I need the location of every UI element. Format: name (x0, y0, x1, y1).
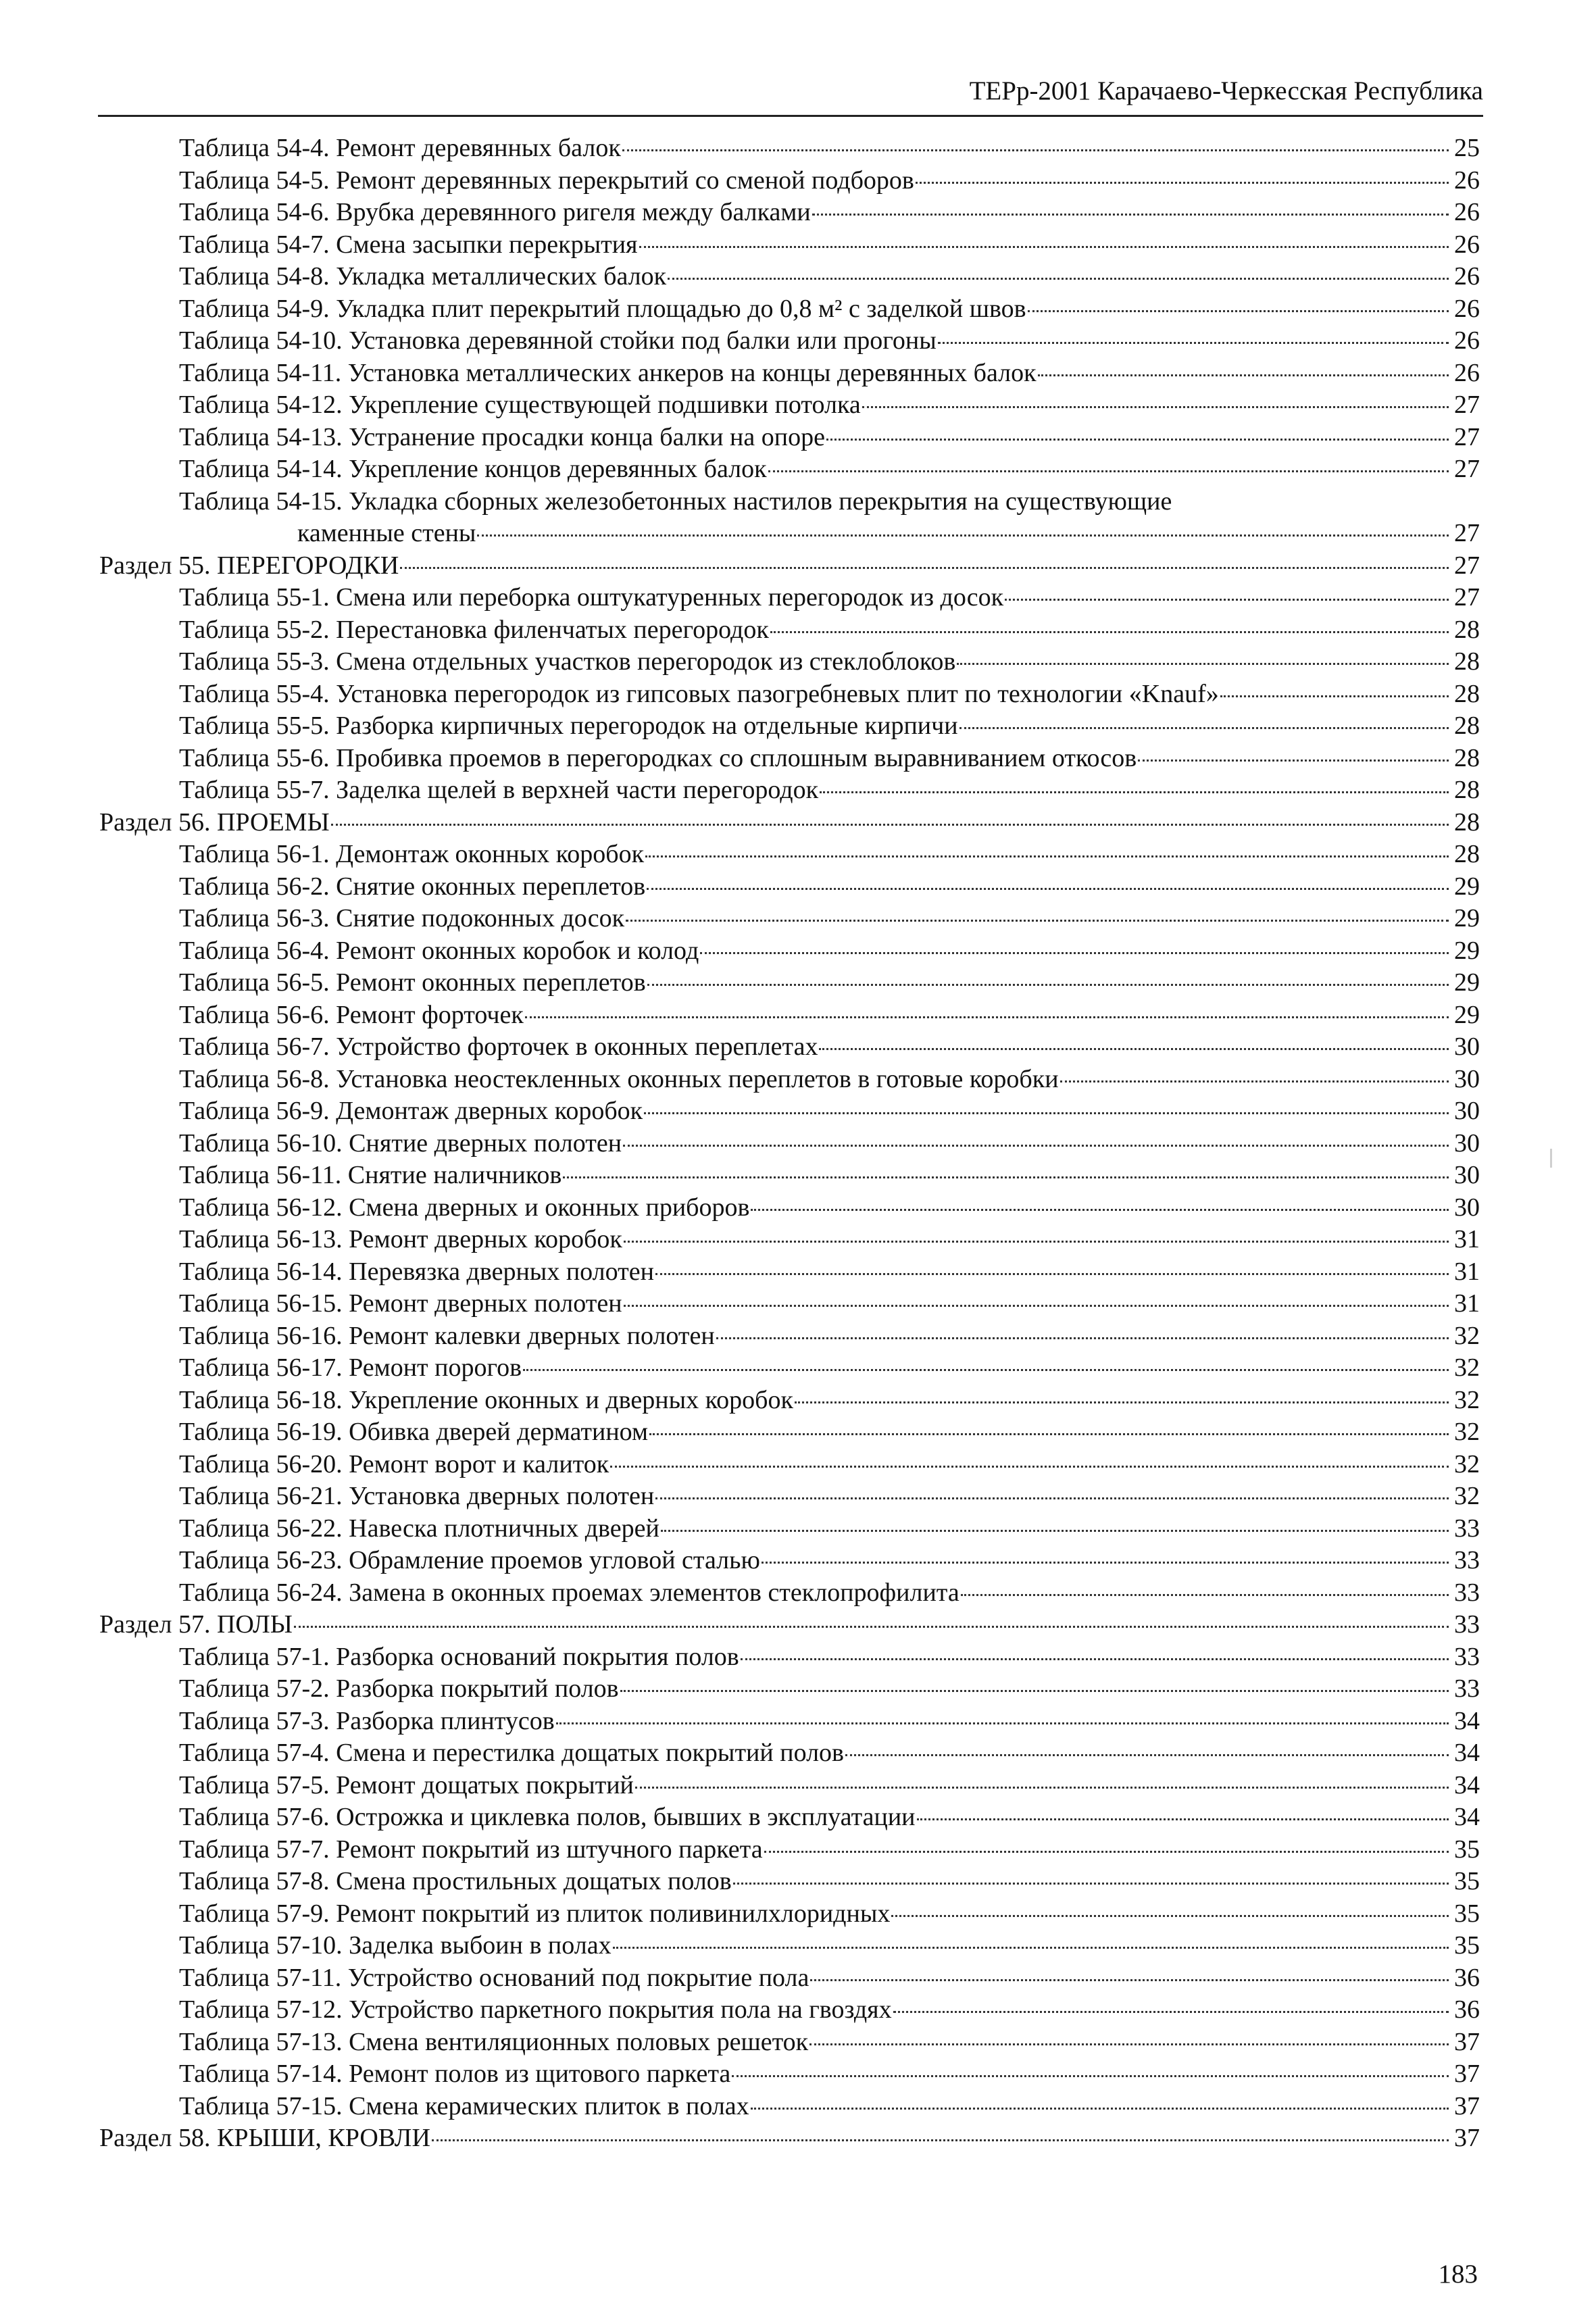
toc-table-entry (179, 453, 1480, 486)
toc-page-number: 29 (1454, 1000, 1480, 1029)
toc-entry-title: Таблица 57-5. Ремонт дощатых покрытий (179, 1770, 634, 1799)
toc-page-number: 30 (1454, 1128, 1480, 1158)
toc-table-entry (179, 935, 1480, 968)
toc-table-entry (179, 582, 1480, 614)
toc-entry-title: Таблица 57-6. Острожка и циклевка полов, бывших в эксплуатации (179, 1803, 916, 1831)
toc-entry-title: Раздел 55. ПЕРЕГОРОДКИ (99, 551, 399, 580)
toc-entry-title: Таблица 54-11. Установка металлических анкеров на концы деревянных балок (179, 358, 1037, 387)
toc-entry-title: Таблица 57-4. Смена и перестилка дощатых покрытий полов (179, 1739, 844, 1767)
toc-page-number: 28 (1454, 712, 1480, 740)
toc-page-number: 33 (1454, 1610, 1480, 1639)
toc-table-entry (179, 1898, 1480, 1931)
toc-table-entry (179, 1866, 1480, 1898)
toc-table-entry (179, 1994, 1480, 2026)
dot-leader (751, 2108, 1449, 2110)
dot-leader (893, 2011, 1449, 2013)
toc-page-number: 26 (1454, 294, 1480, 323)
dot-leader (624, 1305, 1449, 1307)
dot-leader (957, 663, 1449, 665)
toc-page-number: 27 (1454, 455, 1480, 483)
toc-table-entry (179, 710, 1480, 743)
toc-table-entry (179, 132, 1480, 165)
toc-page-number: 30 (1454, 1193, 1480, 1222)
toc-table-entry (179, 486, 1480, 550)
toc-entry-title: Таблица 56-17. Ремонт порогов (179, 1353, 522, 1382)
toc-table-entry (179, 1545, 1480, 1577)
toc-entry-title: Таблица 54-12. Укрепление существующей подшивки потолка (179, 391, 861, 419)
toc-page-number: 27 (1454, 583, 1480, 612)
toc-page-number: 26 (1454, 358, 1480, 387)
toc-table-entry (179, 422, 1480, 454)
toc-entry-title: Таблица 56-2. Снятие оконных переплетов (179, 872, 646, 901)
toc-entry-title: Таблица 56-3. Снятие подоконных досок (179, 904, 625, 932)
dot-leader (624, 1241, 1449, 1243)
dot-leader (770, 631, 1449, 633)
dot-leader (668, 278, 1449, 280)
toc-table-entry (179, 1930, 1480, 1962)
dot-leader (741, 1658, 1449, 1660)
toc-entry-title: Таблица 56-4. Ремонт оконных коробок и колод (179, 936, 699, 965)
toc-entry-title: Таблица 54-13. Устранение просадки конца балки на опоре (179, 422, 825, 451)
toc-page-number: 26 (1454, 198, 1480, 226)
toc-entry-title: Таблица 55-3. Смена отдельных участков перегородок из стеклоблоков (179, 647, 956, 676)
toc-entry-title: Таблица 54-5. Ремонт деревянных перекрытий со сменой подборов (179, 166, 914, 195)
toc-entry-title: Таблица 56-10. Снятие дверных полотен (179, 1128, 622, 1158)
toc-page-number: 33 (1454, 1642, 1480, 1671)
dot-leader (917, 1818, 1449, 1820)
dot-leader (644, 1112, 1449, 1114)
toc-page-number: 35 (1454, 1899, 1480, 1928)
toc-entry-title: Таблица 56-12. Смена дверных и оконных приборов (179, 1193, 750, 1222)
dot-leader (626, 920, 1449, 922)
dot-leader (812, 214, 1449, 216)
dot-leader (751, 1209, 1449, 1211)
toc-table-entry (179, 325, 1480, 357)
dot-leader (733, 1883, 1449, 1885)
toc-entry-title: Таблица 56-9. Демонтаж дверных коробок (179, 1097, 643, 1125)
toc-table-entry (179, 1192, 1480, 1224)
toc-table-entry (179, 1706, 1480, 1738)
toc-table-entry (179, 1673, 1480, 1706)
dot-leader (661, 1530, 1449, 1532)
toc-page-number: 32 (1454, 1385, 1480, 1414)
toc-table-entry (179, 1641, 1480, 1674)
toc-table-entry (179, 261, 1480, 293)
toc-entry-title: Таблица 56-19. Обивка дверей дерматином (179, 1418, 649, 1446)
toc-table-entry (179, 1416, 1480, 1449)
dot-leader (655, 1497, 1449, 1499)
toc-entry-title: Таблица 56-14. Перевязка дверных полотен (179, 1257, 654, 1286)
toc-table-entry (179, 1962, 1480, 1995)
toc-page-number: 29 (1454, 936, 1480, 965)
toc-entry-title: Таблица 54-10. Установка деревянной стойки под балки или прогоны (179, 326, 937, 355)
dot-leader (762, 1562, 1449, 1564)
toc-entry-title: Таблица 57-1. Разборка оснований покрытия полов (179, 1642, 739, 1671)
toc-table-entry (179, 1160, 1480, 1192)
toc-entry-line-1 (179, 486, 1480, 518)
toc-page-number: 29 (1454, 968, 1480, 997)
toc-page-number: 27 (1454, 519, 1480, 547)
table-of-contents (0, 132, 1596, 2155)
toc-entry-title: Таблица 57-8. Смена простильных дощатых полов (179, 1867, 732, 1895)
toc-entry-line-2 (179, 518, 1480, 550)
toc-page-number: 26 (1454, 166, 1480, 195)
toc-section-entry (99, 2122, 1480, 2155)
dot-leader (523, 1369, 1449, 1371)
toc-entry-title: Таблица 54-15. Укладка сборных железобетонных настилов перекрытия на существующие (179, 487, 1172, 516)
dot-leader (1038, 374, 1449, 376)
dot-leader (477, 534, 1449, 537)
toc-table-entry (179, 614, 1480, 647)
toc-table-entry (179, 165, 1480, 197)
dot-leader (1138, 760, 1449, 762)
toc-table-entry (179, 1064, 1480, 1096)
toc-table-entry (179, 1288, 1480, 1320)
toc-section-entry (99, 807, 1480, 839)
toc-entry-title: Таблица 54-4. Ремонт деревянных балок (179, 134, 621, 162)
toc-page-number: 28 (1454, 679, 1480, 708)
toc-page-number: 31 (1454, 1257, 1480, 1286)
dot-leader (716, 1337, 1449, 1339)
toc-page-number: 30 (1454, 1097, 1480, 1125)
toc-entry-title: Таблица 54-9. Укладка плит перекрытий площадью до 0,8 м² с заделкой швов (179, 294, 1026, 323)
scan-artifact-mark (1550, 1149, 1552, 1168)
dot-leader (610, 1466, 1449, 1468)
dot-leader (916, 182, 1449, 184)
toc-table-entry (179, 1385, 1480, 1417)
toc-page-number: 32 (1454, 1449, 1480, 1478)
toc-page-number: 26 (1454, 326, 1480, 355)
dot-leader (623, 1145, 1449, 1147)
toc-entry-title: Таблица 57-11. Устройство оснований под покрытие пола (179, 1963, 809, 1992)
dot-leader (961, 1594, 1449, 1596)
toc-entry-title: Таблица 54-7. Смена засыпки перекрытия (179, 230, 638, 259)
dot-leader (732, 2075, 1449, 2077)
toc-page-number: 34 (1454, 1706, 1480, 1735)
toc-entry-title: Таблица 57-2. Разборка покрытий полов (179, 1674, 619, 1703)
toc-entry-title: Раздел 56. ПРОЕМЫ (99, 807, 330, 837)
toc-entry-title: Таблица 55-2. Перестановка филенчатых перегородок (179, 615, 769, 644)
toc-table-entry (179, 1480, 1480, 1513)
dot-leader (891, 1915, 1449, 1917)
dot-leader (809, 2043, 1449, 2045)
toc-page-number: 27 (1454, 422, 1480, 451)
toc-entry-title: Таблица 56-11. Снятие наличников (179, 1161, 562, 1189)
toc-page-number: 36 (1454, 1995, 1480, 2024)
toc-page-number: 28 (1454, 776, 1480, 804)
dot-leader (862, 406, 1449, 408)
toc-table-entry (179, 2091, 1480, 2123)
toc-table-entry (179, 1737, 1480, 1770)
dot-leader (820, 791, 1449, 793)
toc-entry-title: Таблица 55-4. Установка перегородок из гипсовых пазогребневых плит по технологии «Knauf» (179, 679, 1219, 708)
toc-page-number: 33 (1454, 1514, 1480, 1543)
dot-leader (639, 246, 1449, 248)
toc-page-number: 35 (1454, 1835, 1480, 1864)
toc-page-number: 37 (1454, 2060, 1480, 2088)
toc-page-number: 27 (1454, 551, 1480, 580)
toc-table-entry (179, 2026, 1480, 2059)
toc-entry-title-continuation: каменные стены (297, 519, 476, 547)
toc-page-number: 30 (1454, 1064, 1480, 1093)
toc-table-entry (179, 774, 1480, 807)
toc-page-number: 34 (1454, 1739, 1480, 1767)
toc-entry-title: Раздел 57. ПОЛЫ (99, 1610, 293, 1639)
toc-entry-title: Таблица 57-9. Ремонт покрытий из плиток поливинилхлоридных (179, 1899, 891, 1928)
toc-page-number: 32 (1454, 1321, 1480, 1350)
toc-page-number: 28 (1454, 743, 1480, 772)
toc-page-number: 29 (1454, 872, 1480, 901)
toc-entry-title: Таблица 57-7. Ремонт покрытий из штучного паркета (179, 1835, 763, 1864)
toc-entry-title: Таблица 54-6. Врубка деревянного ригеля между балками (179, 198, 811, 226)
toc-entry-title: Таблица 56-23. Обрамление проемов угловой сталью (179, 1546, 760, 1574)
dot-leader (819, 1048, 1449, 1050)
toc-table-entry (179, 743, 1480, 775)
dot-leader (635, 1787, 1449, 1789)
dot-leader (1220, 695, 1449, 697)
dot-leader (294, 1626, 1449, 1628)
dot-leader (645, 855, 1449, 857)
dot-leader (331, 824, 1449, 826)
dot-leader (1005, 599, 1449, 601)
toc-entry-title: Таблица 57-3. Разборка плинтусов (179, 1706, 555, 1735)
toc-page-number: 26 (1454, 230, 1480, 259)
dot-leader (647, 984, 1449, 986)
toc-table-entry (179, 871, 1480, 903)
toc-entry-title: Таблица 57-15. Смена керамических плиток в полах (179, 2091, 749, 2120)
dot-leader (563, 1176, 1449, 1178)
toc-table-entry (179, 646, 1480, 678)
toc-table-entry (179, 903, 1480, 935)
toc-entry-title: Таблица 56-15. Ремонт дверных полотен (179, 1289, 622, 1318)
toc-page-number: 28 (1454, 807, 1480, 837)
toc-section-entry (99, 1609, 1480, 1641)
toc-page-number: 31 (1454, 1225, 1480, 1253)
toc-table-entry (179, 1513, 1480, 1545)
toc-page-number: 25 (1454, 134, 1480, 162)
dot-leader (649, 1433, 1449, 1435)
dot-leader (620, 1690, 1449, 1692)
toc-page-number: 33 (1454, 1546, 1480, 1574)
toc-page-number: 37 (1454, 2027, 1480, 2056)
toc-table-entry (179, 839, 1480, 871)
toc-table-entry (179, 1801, 1480, 1834)
toc-page-number: 34 (1454, 1803, 1480, 1831)
toc-page-number: 34 (1454, 1770, 1480, 1799)
dot-leader (826, 439, 1449, 441)
toc-table-entry (179, 1449, 1480, 1481)
toc-entry-title: Таблица 56-24. Замена в оконных проемах элементов стеклопрофилита (179, 1578, 959, 1607)
toc-page-number: 32 (1454, 1418, 1480, 1446)
toc-entry-title: Таблица 55-5. Разборка кирпичных перегородок на отдельные кирпичи (179, 712, 958, 740)
toc-entry-title: Таблица 57-13. Смена вентиляционных половых решеток (179, 2027, 809, 2056)
dot-leader (1028, 310, 1449, 312)
toc-page-number: 28 (1454, 840, 1480, 868)
dot-leader (795, 1401, 1449, 1403)
toc-entry-title: Раздел 58. КРЫШИ, КРОВЛИ (99, 2124, 430, 2152)
dot-leader (525, 1016, 1449, 1018)
page-header (98, 73, 1483, 117)
toc-entry-title: Таблица 57-14. Ремонт полов из щитового паркета (179, 2060, 731, 2088)
toc-page-number: 37 (1454, 2124, 1480, 2152)
toc-page-number: 32 (1454, 1482, 1480, 1510)
dot-leader (622, 149, 1449, 151)
dot-leader (647, 888, 1449, 890)
toc-table-entry (179, 2058, 1480, 2091)
toc-page-number: 32 (1454, 1353, 1480, 1382)
toc-page-number: 30 (1454, 1032, 1480, 1061)
toc-entry-title: Таблица 56-20. Ремонт ворот и калиток (179, 1449, 609, 1478)
toc-page-number: 33 (1454, 1674, 1480, 1703)
toc-table-entry (179, 1031, 1480, 1064)
toc-entry-title: Таблица 55-6. Пробивка проемов в перегородках со сплошным выравниванием откосов (179, 743, 1137, 772)
toc-page-number: 29 (1454, 904, 1480, 932)
toc-entry-title: Таблица 56-6. Ремонт форточек (179, 1000, 524, 1029)
toc-table-entry (179, 389, 1480, 422)
toc-entry-title: Таблица 56-18. Укрепление оконных и дверных коробок (179, 1385, 793, 1414)
toc-entry-title: Таблица 56-7. Устройство форточек в оконных переплетах (179, 1032, 818, 1061)
toc-page-number: 37 (1454, 2091, 1480, 2120)
toc-table-entry (179, 1095, 1480, 1128)
toc-page-number: 31 (1454, 1289, 1480, 1318)
dot-leader (432, 2139, 1449, 2141)
toc-table-entry (179, 1577, 1480, 1610)
toc-table-entry (179, 678, 1480, 711)
toc-table-entry (179, 1320, 1480, 1353)
dot-leader (556, 1722, 1449, 1724)
toc-table-entry (179, 1256, 1480, 1289)
dot-leader (655, 1273, 1449, 1275)
toc-entry-title: Таблица 57-12. Устройство паркетного покрытия пола на гвоздях (179, 1995, 892, 2024)
dot-leader (1060, 1080, 1449, 1082)
toc-page-number: 36 (1454, 1963, 1480, 1992)
dot-leader (959, 727, 1449, 729)
toc-table-entry (179, 1128, 1480, 1160)
toc-table-entry (179, 229, 1480, 262)
toc-table-entry (179, 1352, 1480, 1385)
toc-entry-title: Таблица 56-22. Навеска плотничных дверей (179, 1514, 659, 1543)
toc-entry-title: Таблица 56-8. Установка неостекленных оконных переплетов в готовые коробки (179, 1064, 1059, 1093)
toc-table-entry (179, 293, 1480, 326)
dot-leader (700, 952, 1449, 954)
toc-page-number: 30 (1454, 1161, 1480, 1189)
toc-entry-title: Таблица 56-21. Установка дверных полотен (179, 1482, 655, 1510)
toc-page-number: 26 (1454, 262, 1480, 291)
dot-leader (400, 567, 1449, 569)
toc-table-entry (179, 197, 1480, 229)
toc-entry-title: Таблица 56-16. Ремонт калевки дверных полотен (179, 1321, 715, 1350)
dot-leader (938, 342, 1449, 344)
dot-leader (613, 1947, 1449, 1949)
toc-table-entry (179, 357, 1480, 390)
toc-page-number: 27 (1454, 391, 1480, 419)
toc-entry-title: Таблица 54-8. Укладка металлических балок (179, 262, 667, 291)
dot-leader (810, 1979, 1449, 1981)
page-number: 183 (1438, 2260, 1478, 2289)
toc-page-number: 28 (1454, 615, 1480, 644)
toc-page-number: 35 (1454, 1867, 1480, 1895)
toc-entry-title: Таблица 55-1. Смена или переборка оштукатуренных перегородок из досок (179, 583, 1004, 612)
dot-leader (768, 470, 1449, 472)
toc-page-number: 33 (1454, 1578, 1480, 1607)
toc-table-entry (179, 1224, 1480, 1256)
toc-entry-title: Таблица 55-7. Заделка щелей в верхней части перегородок (179, 776, 819, 804)
toc-entry-title: Таблица 56-1. Демонтаж оконных коробок (179, 840, 645, 868)
dot-leader (764, 1851, 1449, 1853)
toc-table-entry (179, 1834, 1480, 1866)
toc-table-entry (179, 1770, 1480, 1802)
toc-entry-title: Таблица 57-10. Заделка выбоин в полах (179, 1931, 612, 1960)
dot-leader (845, 1754, 1449, 1756)
toc-entry-title: Таблица 56-5. Ремонт оконных переплетов (179, 968, 646, 997)
toc-table-entry (179, 999, 1480, 1032)
toc-page-number: 35 (1454, 1931, 1480, 1960)
toc-table-entry (179, 967, 1480, 999)
running-header-title: ТЕРр-2001 Карачаево-Черкесская Республика (969, 76, 1483, 105)
toc-section-entry (99, 550, 1480, 582)
toc-page-number: 28 (1454, 647, 1480, 676)
toc-entry-title: Таблица 54-14. Укрепление концов деревянных балок (179, 455, 767, 483)
toc-entry-title: Таблица 56-13. Ремонт дверных коробок (179, 1225, 622, 1253)
